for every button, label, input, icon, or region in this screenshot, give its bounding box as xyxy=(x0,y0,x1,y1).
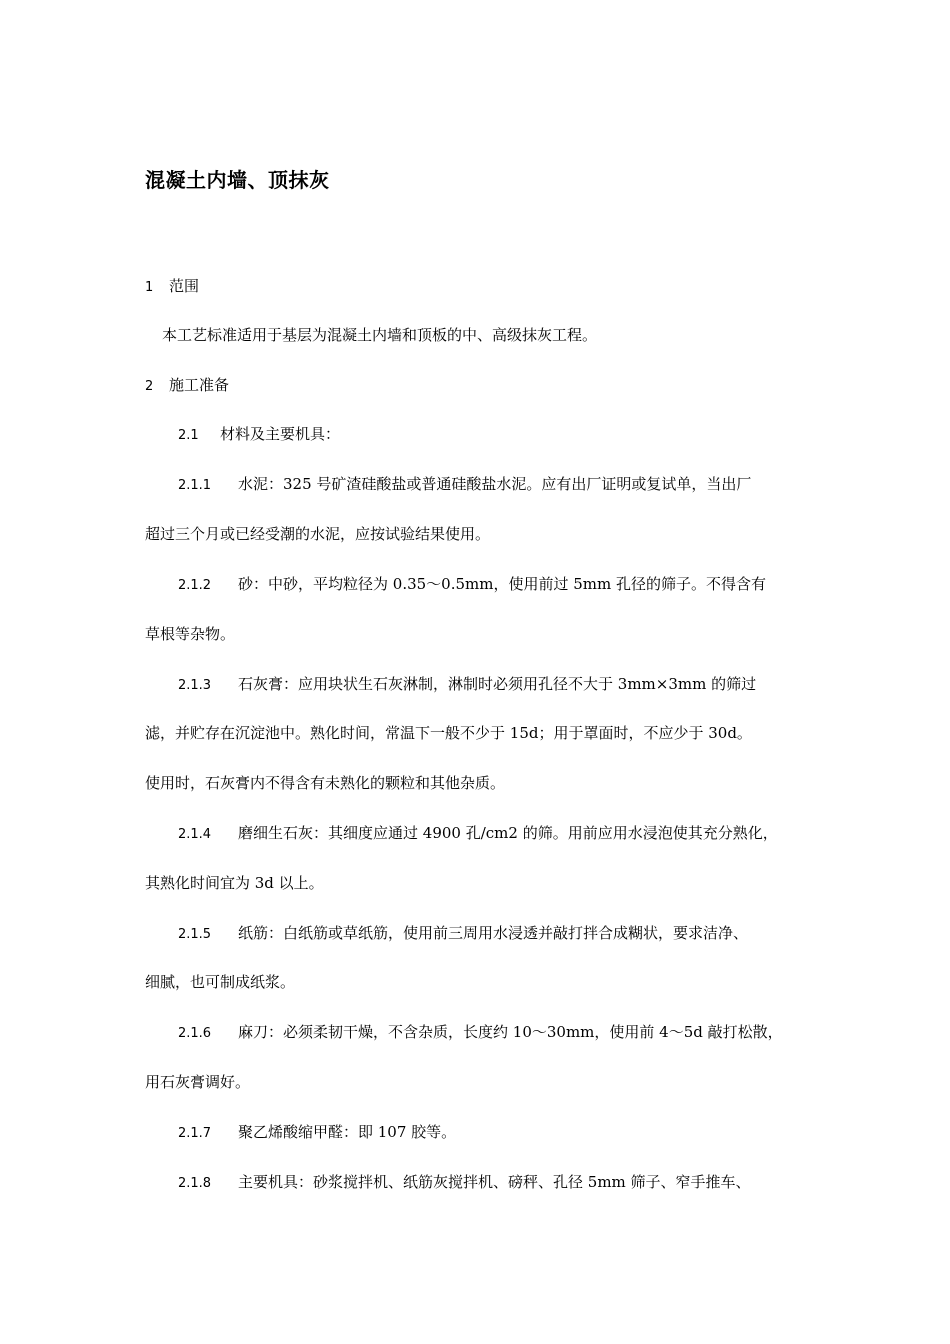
item-text-continued: 使用时，石灰膏内不得含有未熟化的颗粒和其他杂质。 xyxy=(145,774,506,792)
section-number: 1 xyxy=(145,280,154,295)
item-text-continued: 细腻，也可制成纸浆。 xyxy=(145,973,296,991)
item-text: 石灰膏：应用块状生石灰淋制，淋制时必须用孔径不大于 3mm×3mm 的筛过 xyxy=(238,675,757,693)
subsection-number: 2.1 xyxy=(178,428,199,443)
item-2-1-5 xyxy=(178,923,858,945)
item-2-1-2 xyxy=(178,574,858,596)
item-text: 水泥：325 号矿渣硅酸盐或普通硅酸盐水泥。应有出厂证明或复试单，当出厂 xyxy=(238,475,752,493)
item-2-1-7 xyxy=(178,1122,858,1144)
subsection-heading xyxy=(178,424,858,446)
item-number: 2.1.4 xyxy=(178,827,212,842)
item-2-1-4 xyxy=(178,823,858,845)
section-heading-1 xyxy=(145,276,825,298)
item-text-continued: 用石灰膏调好。 xyxy=(145,1073,251,1091)
item-number: 2.1.6 xyxy=(178,1026,212,1041)
item-2-1-3 xyxy=(178,674,858,696)
item-text: 聚乙烯酸缩甲醛：即 107 胶等。 xyxy=(238,1123,457,1141)
item-number: 2.1.8 xyxy=(178,1176,212,1191)
item-2-1-1 xyxy=(178,474,858,496)
item-number: 2.1.7 xyxy=(178,1126,212,1141)
item-number: 2.1.1 xyxy=(178,478,212,493)
item-2-1-8 xyxy=(178,1172,858,1194)
item-text-continued: 草根等杂物。 xyxy=(145,625,236,643)
section-heading-2 xyxy=(145,375,825,397)
section-number: 2 xyxy=(145,379,154,394)
item-text-continued: 超过三个月或已经受潮的水泥，应按试验结果使用。 xyxy=(145,525,491,543)
item-2-1-6 xyxy=(178,1022,858,1044)
item-text: 纸筋：白纸筋或草纸筋，使用前三周用水浸透并敲打拌合成糊状，要求洁净、 xyxy=(238,924,749,942)
item-number: 2.1.3 xyxy=(178,678,212,693)
item-text: 磨细生石灰：其细度应通过 4900 孔/cm2 的筛。用前应用水浸泡使其充分熟化， xyxy=(238,824,778,842)
item-text-continued: 其熟化时间宜为 3d 以上。 xyxy=(145,874,324,892)
item-number: 2.1.2 xyxy=(178,578,212,593)
section-title: 范围 xyxy=(169,277,200,295)
item-text: 主要机具：砂浆搅拌机、纸筋灰搅拌机、磅秤、孔径 5mm 筛子、窄手推车、 xyxy=(238,1173,751,1191)
item-text: 砂：中砂，平均粒径为 0.35～0.5mm，使用前过 5mm 孔径的筛子。不得含有 xyxy=(238,575,766,593)
item-text-continued: 滤，并贮存在沉淀池中。熟化时间，常温下一般不少于 15d；用于罩面时，不应少于 30d。 xyxy=(145,724,752,742)
item-number: 2.1.5 xyxy=(178,927,212,942)
document-title: 混凝土内墙、顶抹灰 xyxy=(145,168,330,192)
paragraph: 本工艺标准适用于基层为混凝土内墙和顶板的中、高级抹灰工程。 xyxy=(162,326,598,344)
item-text: 麻刀：必须柔韧干燥，不含杂质，长度约 10～30mm，使用前 4～5d 敲打松散， xyxy=(238,1023,783,1041)
section-title: 施工准备 xyxy=(169,376,230,394)
subsection-title: 材料及主要机具： xyxy=(220,425,341,443)
